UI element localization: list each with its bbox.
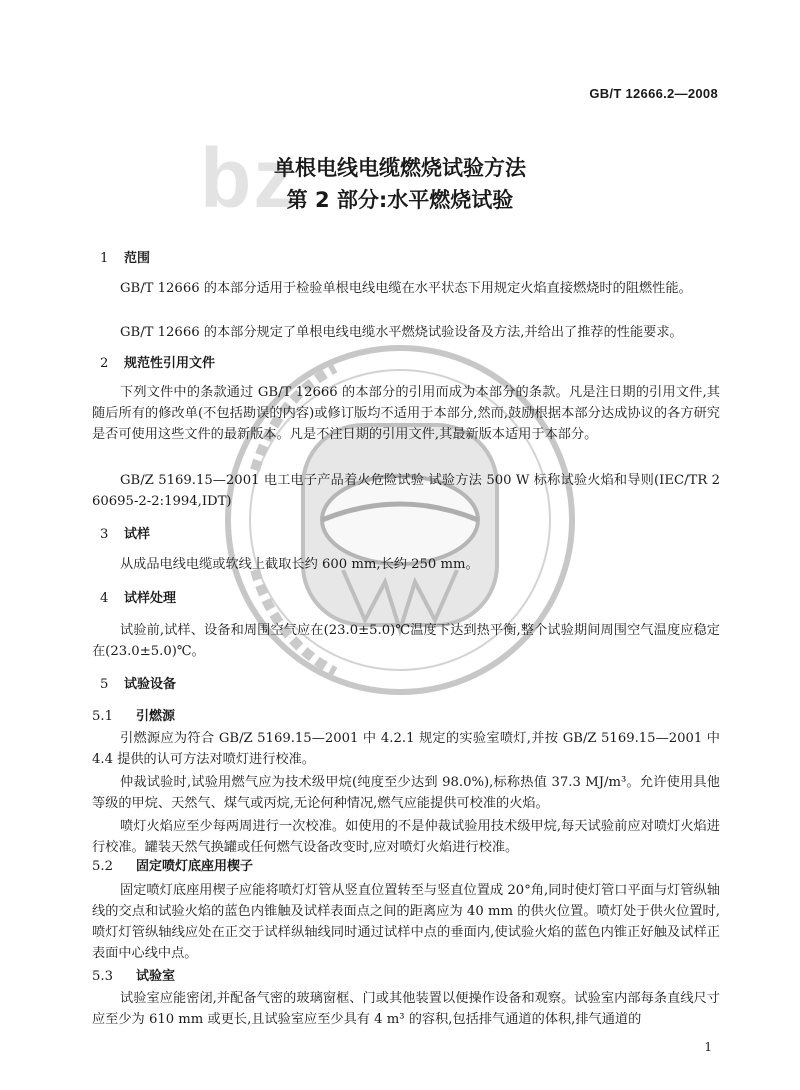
- section-heading-3: [100, 524, 150, 545]
- subsection-title: 试验室: [136, 969, 176, 984]
- document-title-line-2: 第 2 部分:水平燃烧试验: [286, 188, 514, 212]
- paragraph-ignition-2: 仲裁试验时,试验用燃气应为技术级甲烷(纯度至少达到 98.0%),标称热值 37.3 MJ/m³。允许使用具他等级的甲烷、天然气、煤气或丙烷,无论何种情况,燃气应能提供可校准的火焰。: [92, 775, 720, 811]
- section-number: 5: [100, 677, 109, 692]
- standard-number: GB/T 12666.2—2008: [589, 86, 718, 101]
- section-number: 3: [100, 527, 109, 542]
- section-heading-2: [100, 353, 215, 374]
- subsection-number: 5.1: [92, 709, 113, 724]
- page-number: 1: [704, 1040, 712, 1054]
- paragraph-conditioning: 试验前,试样、设备和周围空气应在(23.0±5.0)℃温度下达到热平衡,整个试验期间周围空气温度应稳定在(23.0±5.0)℃。: [92, 623, 720, 659]
- section-title: 规范性引用文件: [124, 356, 216, 371]
- section-number: 2: [100, 356, 109, 371]
- section-title: 试验设备: [124, 677, 177, 692]
- section-heading-4: [100, 588, 176, 609]
- document-title-line-1: 单根电线电缆燃烧试验方法: [274, 156, 526, 180]
- section-number: 4: [100, 591, 109, 606]
- section-heading-5: [100, 674, 176, 695]
- paragraph-test-chamber: 试验室应能密闭,并配备气密的玻璃窗框、门或其他装置以便操作设备和观察。试验室内部每条直线尺寸应至少为 610 mm 或更长,且试验室应至少具有 4 m³ 的容积,包括排气通道的体积,排气通道的: [92, 991, 720, 1027]
- subsection-number: 5.3: [92, 969, 113, 984]
- paragraph-scope-1: GB/T 12666 的本部分适用于检验单根电线电缆在水平状态下用规定火焰直接燃烧时的阻燃性能。: [120, 281, 692, 296]
- subsection-title: 引燃源: [136, 709, 176, 724]
- subsection-title: 固定喷灯底座用楔子: [136, 859, 254, 874]
- section-title: 范围: [124, 251, 151, 266]
- subsection-heading-5-2: [92, 856, 253, 877]
- section-heading-1: [100, 248, 150, 269]
- watermark-text: bz: [200, 131, 298, 225]
- section-number: 1: [100, 251, 109, 266]
- paragraph-wedge: 固定喷灯底座用楔子应能将喷灯灯管从竖直位置转至与竖直位置成 20°角,同时使灯管口平面与灯管纵轴线的交点和试验火焰的蓝色内锥触及试样表面点之间的距离应为 40 mm 的供火位置。喷灯处于供火位置时,喷灯灯管纵轴线应处在正交于试样纵轴线同时通过试样中点的垂面内,使试验火焰的蓝色内锥正好触及试样正表面中心线中点。: [92, 883, 720, 961]
- section-title: 试样: [124, 527, 151, 542]
- paragraph-scope-2: GB/T 12666 的本部分规定了单根电线电缆水平燃烧试验设备及方法,并给出了推荐的性能要求。: [120, 325, 683, 340]
- paragraph-specimen: 从成品电线电缆或软线上截取长约 600 mm,长约 250 mm。: [120, 557, 479, 572]
- paragraph-ignition-3: 喷灯火焰应至少每两周进行一次校准。如使用的不是仲裁试验用技术级甲烷,每天试验前应对喷灯火焰进行校准。罐装天然气换罐或任何燃气设备改变时,应对喷灯火焰进行校准。: [92, 819, 720, 855]
- paragraph-ignition-1: 引燃源应为符合 GB/Z 5169.15—2001 中 4.2.1 规定的实验室喷灯,并按 GB/Z 5169.15—2001 中 4.4 提供的认可方法对喷灯进行校准。: [92, 731, 720, 767]
- subsection-number: 5.2: [92, 859, 113, 874]
- section-title: 试样处理: [124, 591, 177, 606]
- subsection-heading-5-3: [92, 966, 175, 987]
- subsection-heading-5-1: [92, 706, 175, 727]
- paragraph-references-2: GB/Z 5169.15—2001 电工电子产品着火危险试验 试验方法 500 W 标称试验火焰和导则(IEC/TR 2 60695-2-2:1994,IDT): [92, 473, 720, 509]
- paragraph-references-1: 下列文件中的条款通过 GB/T 12666 的本部分的引用而成为本部分的条款。凡是注日期的引用文件,其随后所有的修改单(不包括勘误的内容)或修订版均不适用于本部分,然而,鼓励根据本部分达成协议的各方研究是否可使用这些文件的最新版本。凡是不注日期的引用文件,其最新版本适用于本部分。: [92, 385, 720, 442]
